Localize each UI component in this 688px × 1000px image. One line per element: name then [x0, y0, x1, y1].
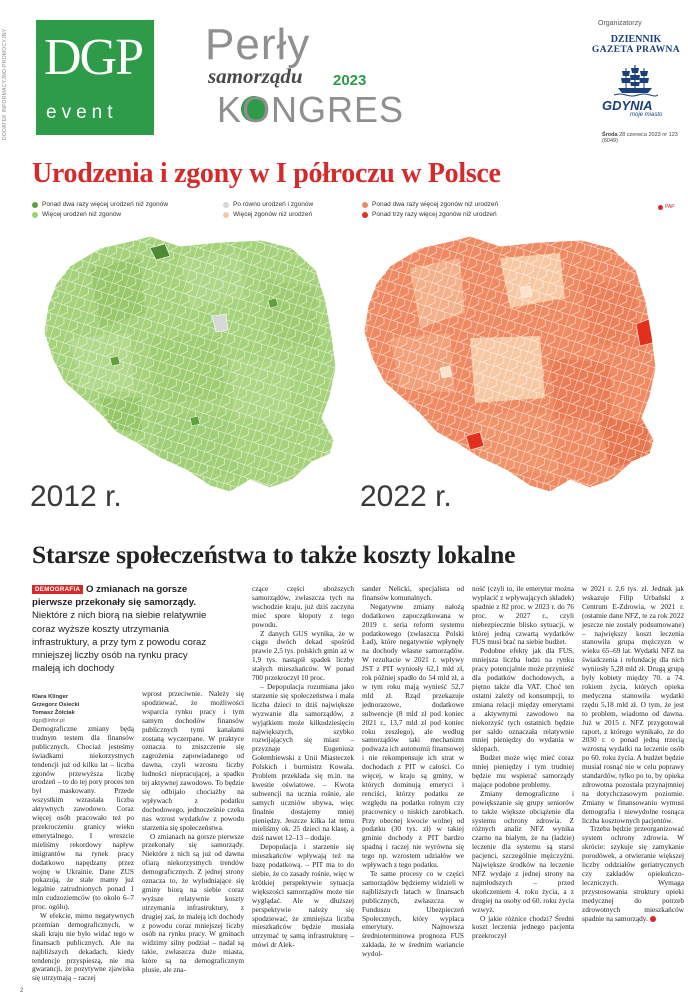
- pap-dot-icon: [658, 205, 663, 210]
- event-logo-text: event: [46, 102, 118, 123]
- legend-label: Więcej urodzeń niż zgonów: [42, 211, 122, 218]
- article-column-4: [362, 585, 464, 959]
- source-credit: [658, 204, 675, 210]
- paragraph: Te same procesy co w części samorządów będziemy widzieli w najbliższych latach w finansach publicznych, zwłaszcza w Funduszu Ubezpieczeń Społecznych, który wypłaca emerytury. Najnowsza średnioterminowa prognoza FUS zakłada, że w średnim wariancie wydol-: [362, 869, 464, 959]
- issue-date: [602, 132, 688, 144]
- end-mark-icon: [650, 916, 656, 922]
- paragraph: O jakie różnice chodzi? Średni koszt leczenia jednego pacjenta przekroczył: [472, 913, 574, 941]
- paragraph-text: Trzeba będzie przeorganizować system ochrony zdrowia. W skrócie: szykuje się zamykanie porodówek, a otwieranie większej liczby oddziałów geriatrycznych czy zakładów opiekuńczo-leczniczych. Wymaga przystosowania struktury opieki medycznej do potrzeb zdrowotnych mieszkańców spadnie na samorządy.: [582, 824, 684, 923]
- dziennik-logo-line2: GAZETA PRAWNA: [591, 44, 681, 55]
- source-label: PAP: [665, 204, 675, 210]
- paragraph: O zmianach na gorsze pierwsze przekonały się samorządy. Niektóre z nich są już od dawna ofiarą niekorzystnych trendów demograficznych. Z jednej strony oznacza to, że wyludniające się gminy biorą na siebie coraz wyższe relatywnie koszty utrzymania infrastruktury, z drugiej zaś, że maleją ich dochody z powodu coraz mniejszej liczby osób na rynku pracy. W gminach widzimy silny podział – nadal są takie, zwłaszcza duże miasta, które są na demograficznym plusie, ale zna-: [142, 831, 244, 975]
- paragraph: czące części uboższych samorządów, zwłaszcza tych na wschodzie kraju, już dziś zaczyna mieć spore kłopoty z tego powodu.: [252, 584, 354, 629]
- legend-item: [362, 201, 498, 208]
- author-name: Tomasz Żółciak: [32, 710, 75, 716]
- article-headline: Starsze społeczeństwa to także koszty lokalne: [32, 540, 516, 569]
- paragraph: Zmiany demograficzne i powiększanie się grupy seniorów to także większe obciążenie dla systemu ochrony zdrowia. Z różnych analiz NFZ wynika czarno na białym, że na (ładzie) leczenie dla systemu są starsi pacjenci, szczególnie mężczyźni. Największe środków na leczenie NFZ wydaje z jednej strony na najmłodszych – przed ukończeniem 4. roku życia, a z drugiej na osoby od 60. roku życia wzwyż.: [472, 788, 574, 914]
- article-column-6: [582, 585, 684, 923]
- issue-day: Środa: [602, 132, 618, 138]
- legend-swatch: [223, 202, 229, 208]
- paragraph: Podobne efekty jak dla FUS, mniejsza liczba ludzi na rynku pracy potencjalnie może przynieść dla podatków dochodowych, a piętno także dla VAT. Choć ten ostatni zależy od konsumpcji, to zmiana relacji między emerytami a aktywnymi zawodowo na niekorzyść tych ostatnich będzie per saldo oznaczała relatywnie mniej pieniędzy do wydania w sklepach.: [472, 646, 574, 754]
- article-column-2: [142, 690, 244, 975]
- paragraph: ność (czyli to, ile emerytur można wypłacić z wpływających składek) spadnie z 82 proc. w 2023 r. do 76 proc. w 2027 r., czyli niebezpiecznie blisko sytuacji, w której jedną czwartą wydatków FUS musi brać na siebie budżet.: [472, 584, 574, 647]
- paragraph: Z danych GUS wynika, że w ciągu dwóch dekad spośród prawie 2,5 tys. polskich gmin aż w 1,9 tys. nastąpił spadek liczby stałych mieszkańców. W ponad 700 przekroczył 10 proc.: [252, 628, 354, 683]
- supplement-note: DODATEK INFORMACYJNO-PROMOCYJNY: [2, 28, 8, 140]
- legend-swatch: [32, 202, 38, 208]
- paragraph: Budżet może więc mieć coraz mniej pieniędzy i tym trudniej będzie mu wspierać samorządy mające podobne problemy.: [472, 753, 574, 789]
- poland-map-2012: [30, 218, 348, 510]
- legend-label: Po równo urodzeń i zgonów: [233, 201, 314, 208]
- legend-item: [32, 211, 121, 218]
- lead-text: Niektóre z nich biorą na siebie relatywnie coraz wyższe koszty utrzymania infrastruktury, a przy tym z powodu coraz mniejszej liczby osób na rynku pracy maleją ich dochody: [32, 610, 207, 675]
- gdynia-tagline: moje miasto: [630, 112, 663, 118]
- gdynia-logo: GDYNIA: [602, 98, 653, 113]
- page-number: 2: [20, 988, 24, 994]
- paragraph: [582, 825, 684, 923]
- paragraph: Depopulacja i starzenie się mieszkańców wpływają też na bazę podatkową. – PIT ma to do siebie, że co zasady rośnie, więc w krótkiej perspektywie sytuacja większości samorządów może nie wyglądać. Ale w dłuższej perspektywie należy się spodziewać, że zmniejsza liczba mieszkańców będzie musiała utrzymać tę samą infrastrukturę – mówi dr Alek-: [252, 842, 354, 950]
- article-column-1: [32, 725, 134, 983]
- page-headline: Urodzenia i zgony w I półroczu w Polsce: [32, 158, 501, 189]
- ship-icon: [612, 62, 658, 98]
- lead-bold: O zmianach na gorsze pierwsze przekonały się samorządy.: [32, 584, 197, 609]
- paragraph: Demograficzne zmiany będą trudnym testem dla finansów publicznych. Chociaż jesteśmy świadkami niekorzystnych tendencji już od kilku lat – liczba zgonów przewyższa liczbę urodzeń – to do tej pory proces ten był maskowany. Przede wszystkim wzrastała liczba aktywnych zawodowo. Coraz więcej osób pracowało też po przekroczeniu granicy wieku emerytalnego. I wreszcie mieliśmy rekordowy napływ imigrantów na rynek pracy dodatkowo napędzany przez wojnę w Ukrainie. Dane ZUS pokazują, że stale mamy już legalnie zatrudnionych ponad 1 mln cudzoziemców (to około 6–7 proc. ogółu).: [32, 724, 134, 912]
- paragraph: wprost przeciwnie. Należy się spodziewać, że możliwości wsparcia rynku pracy i tym samym dochodów finansów publicznych tymi kanałami zostaną wyczerpane. W praktyce oznacza to zniszczenie się zagrożenia zapowiadanego od dawna, czyli wzrostu liczby ludności niepracującej, a spadku tej aktywnej zawodowo. To będzie się odbijało chociażby na wpływach z podatku dochodowego, jednocześnie czeka nas wzrost wydatków z powodu starzenia się społeczeństwa.: [142, 689, 244, 832]
- legend-label: Ponad dwa razy więcej zgonów niż urodzeń: [372, 201, 499, 208]
- dgp-event-logo: [36, 20, 154, 135]
- section-tag: DEMOGRAFIA: [32, 585, 83, 594]
- dziennik-gazeta-prawna-logo: [590, 35, 682, 55]
- legend-item: [223, 201, 313, 208]
- paragraph: Negatywne zmiany nałożą dodatkowo zapoczątkowana w 2019 r. seria reform systemu podatkowego (zwłaszcza Polski Ład), które negatywnie wpłynęły na dochody własne samorządów. W rezultacie w 2021 r. wpływy JST z PIT wyniosły 62,1 mld zł, rok później spadło do 54 mld zł, a w tym roku mają wynieść 52,7 mld zł. Rząd przekazuje jednorazowe, dodatkowe subwencje (8 mld zł pod koniec 2021 r., 13,7 mld zł pod koniec roku zeszłego), ale według samorządów taki mechanizm podważa ich autonomii finansowej i nie rekompensuje ich strat w dochodach z PIT w całości. Co więcej, w kraju są gminy, w których dominują emeryci i renciści, którzy podatku ze względu na podatku rolnym czy pracownicy o niskich zarobkach. Przy obecnej kwocie wolnej od podatku (30 tys. zł) w takiej gminie dochody z PIT bardzo spadną i raczej nie wyrówna się tego np. wzrostem udziałów we wpływach z tego podatku.: [362, 601, 464, 870]
- dziennik-logo-line1: DZIENNIK: [610, 34, 662, 45]
- byline: [32, 693, 142, 725]
- paragraph: sander Nelicki, specjalista od finansów komunalnych.: [362, 584, 464, 602]
- legend-item: [362, 211, 497, 218]
- legend-label: Ponad trzy razy więcej zgonów niż urodzeń: [372, 211, 497, 218]
- article-lead: [32, 583, 214, 675]
- organizers-label: Organizatorzy: [598, 20, 642, 27]
- map-year-2012: 2012 r.: [30, 480, 122, 513]
- poland-map-2022: [350, 218, 668, 510]
- samorzadu-logo-text: samorządu: [208, 64, 303, 88]
- legend-swatch: [32, 212, 38, 218]
- legend-swatch: [223, 212, 229, 218]
- legend-swatch: [362, 202, 368, 208]
- dgp-logo-text: DGP: [44, 29, 143, 86]
- legend-item: [223, 211, 312, 218]
- article-column-3: [252, 585, 354, 950]
- legend-item: [32, 201, 168, 208]
- perly-logo-text: Perły: [205, 20, 311, 69]
- legend-swatch: [362, 212, 368, 218]
- author-email: dgp@infor.pl: [32, 718, 65, 724]
- legend-label: Więcej zgonów niż urodzeń: [233, 211, 313, 218]
- paragraph: W efekcie, mimo negatywnych przemian demograficznych, w skali kraju nie było widać tego w finansach publicznych. Ale na najbliższych dekadach, kiedy tendencje przyspieszą, nie ma gwarancji, że pozytywne zjawiska się utrzymają – raczej: [32, 911, 134, 983]
- congress-year: 2023: [333, 72, 367, 89]
- legend-label: Ponad dwa razy więcej urodzeń niż zgonów: [42, 201, 169, 208]
- article-column-5: [472, 585, 574, 941]
- author-name: Klara Klinger: [32, 694, 69, 700]
- map-year-2022: 2022 r.: [360, 480, 452, 513]
- author-name: Grzegorz Osiecki: [32, 702, 80, 708]
- issue-details: 28 czerwca 2023 nr 123 (6049): [602, 132, 678, 144]
- paragraph: – Depopulacja rozumiana jako starzenie się społeczeństwa i mała liczba dzieci to dziś największe wyzwanie dla samorządów, z wyjątkiem może kilkudziesięciu największych, szybko rozwijających się miast – przyznaje Eugeniusz Gołembiewski z Unii Miasteczek Polskich i burmistrz Kowala. Problem przekłada się m.in. na kwestie oświatowe. – Kwota subwencji na ucznia rośnie, ale samych uczniów ubywa, więc finalnie dostajemy mniej pieniędzy. Jeszcze kilka lat temu mieliśmy ok. 25 dzieci na klasę, a dziś nawet 12–13 – dodaje.: [252, 681, 354, 843]
- kongres-logo-text: KONGRES: [217, 89, 405, 130]
- paragraph: w 2021 r. 2,6 tys. zł. Jednak jak wskazuje Filip Urbański z Centrum E-Zdrowia, w 2021 r. (ostatnie dane NFZ, te za rok 2022 jeszcze nie zostały podsumowane) – największy koszt leczenia stanowiła grupa mężczyzn w wieku 65–69 lat. Wydatki NFZ na świadczenia i refundację dla nich wyniosły 5,28 mld zł. Drugą grupą były kobiety między 70. a 74. rokiem życia, których opieka medyczna stanowiła wydatki rzędu 5,18 mld zł. O tym, że jest to problem, wiadomo od dawna. Już w 2015 r. NFZ przygotował raport, z którego wynikało, że do 2030 r. o ponad jedną trzecią wzrosną wydatki na leczenie osób po 60. roku życia. A budżet będzie musiał rosnąć nie w celu poprawy standardów, tylko po to, by opieka zdrowotna pozostała przynajmniej na dotychczasowym poziomie. Zmiany w finansowaniu wymusi demografia i niewydolne rosnąca liczba kosztownych pacjentów.: [582, 584, 684, 825]
